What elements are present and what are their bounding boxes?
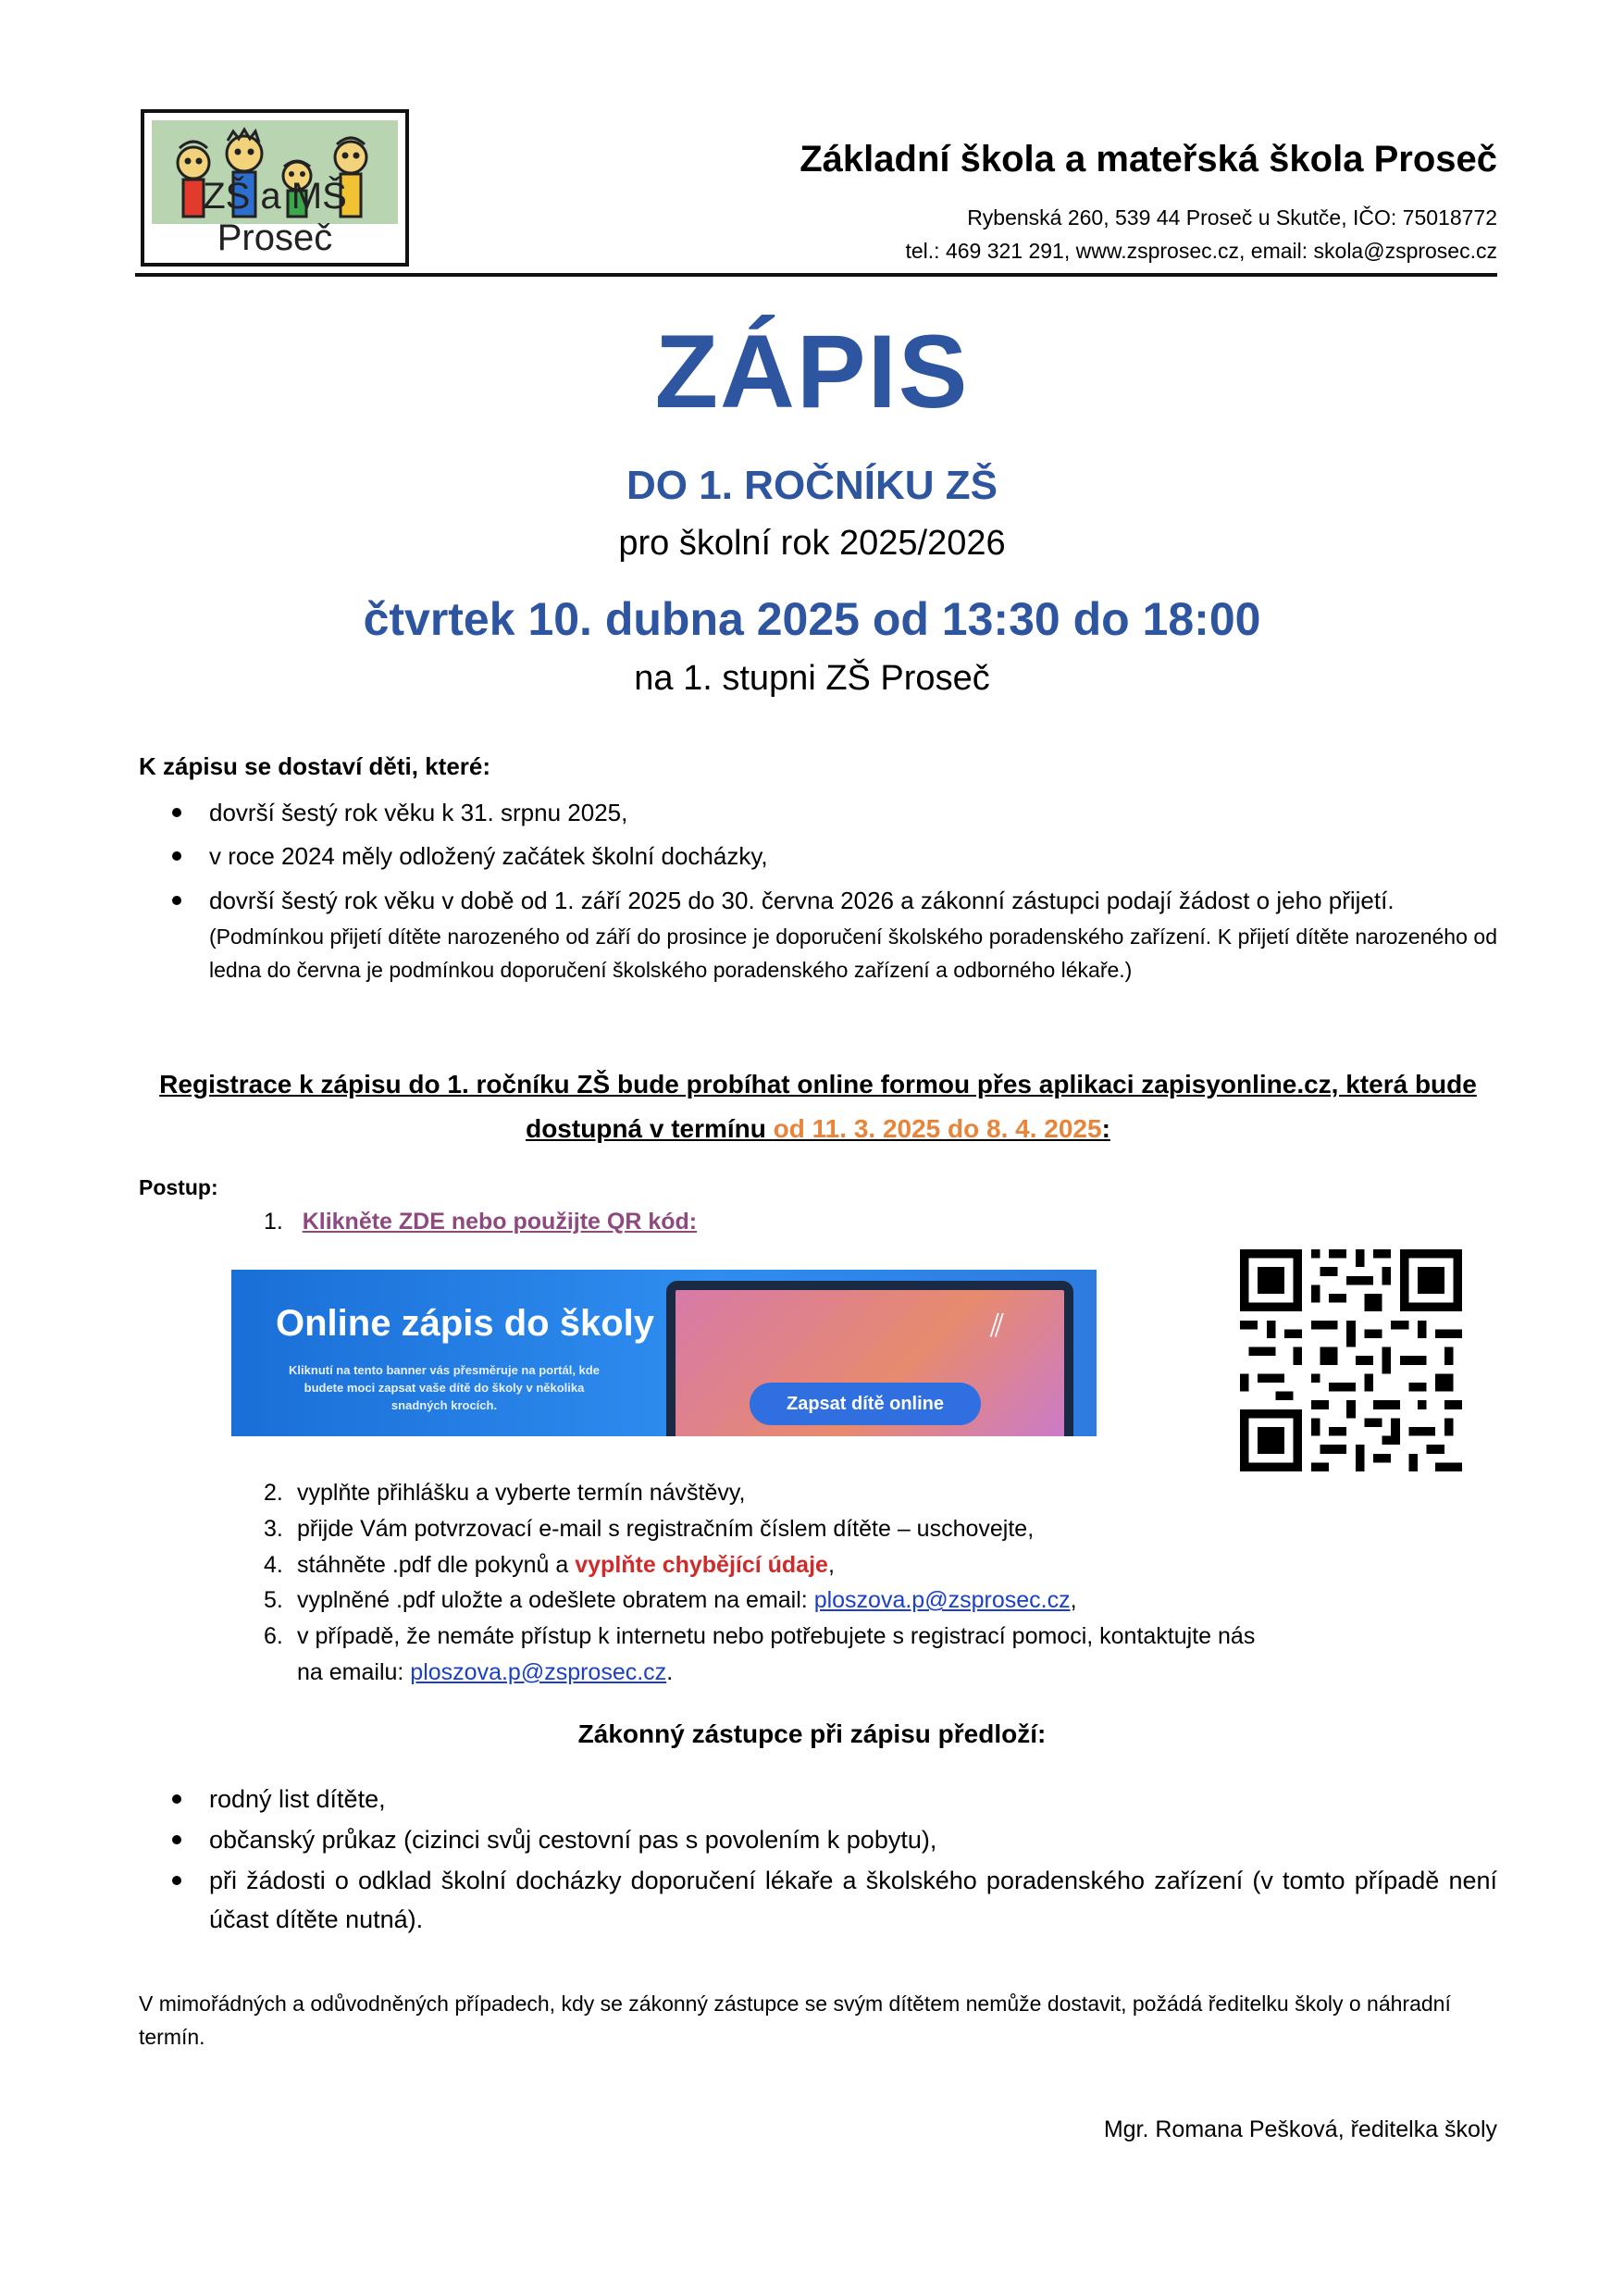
- eligibility-note: (Podmínkou přijetí dítěte narozeného od září do prosince je doporučení školského poradenského zařízení. K přijetí dítěte narozeného od ledna do června je podmínkou doporučení školského poradenského zařízení a odborného lékaře.): [209, 924, 1497, 982]
- documents-heading: Zákonný zástupce při zápisu předloží:: [577, 1719, 1047, 1748]
- list-item-text: v roce 2024 měly odložený začátek školní docházky,: [209, 842, 768, 871]
- documents-list: [139, 1781, 1497, 1941]
- school-year: pro školní rok 2025/2026: [618, 524, 1006, 563]
- list-item: [264, 1475, 1420, 1511]
- step-number: 2.: [264, 1480, 283, 1506]
- bullet-icon: [172, 1794, 181, 1804]
- procedure-label: Postup:: [139, 1175, 218, 1199]
- step-number: 4.: [264, 1551, 283, 1578]
- list-item: [139, 882, 1497, 987]
- step-highlight: vyplňte chybějící údaje: [575, 1551, 828, 1578]
- step-1: [264, 1209, 697, 1235]
- registration-text: Registrace k zápisu do 1. ročníku ZŠ bude probíhat online formou přes aplikaci zapisyonline.cz, která bude dostupná v termínu: [159, 1070, 1477, 1143]
- list-item: [264, 1511, 1420, 1547]
- list-item-text: dovrší šestý rok věku k 31. srpnu 2025,: [209, 799, 628, 826]
- list-item: [264, 1582, 1420, 1619]
- list-item: [264, 1619, 1420, 1691]
- page-subtitle: DO 1. ROČNÍKU ZŠ: [626, 463, 998, 508]
- enrollment-place: na 1. stupni ZŠ Proseč: [634, 659, 990, 698]
- list-item: [139, 1781, 1497, 1819]
- qr-code-icon[interactable]: [1240, 1249, 1462, 1471]
- email-link[interactable]: ploszova.p@zsprosec.cz: [813, 1587, 1071, 1614]
- list-item-text: rodný list dítěte,: [209, 1785, 386, 1813]
- step-text-end: ,: [827, 1551, 835, 1578]
- list-item: [139, 1821, 1497, 1860]
- step-text: na emailu:: [297, 1658, 411, 1685]
- list-item: [264, 1547, 1420, 1583]
- online-enrollment-banner[interactable]: [231, 1270, 1097, 1436]
- step-number: 3.: [264, 1515, 283, 1542]
- step-text: v případě, že nemáte přístup k internetu nebo potřebujete s registrací pomoci, kontaktujte nás: [297, 1623, 1256, 1649]
- banner-laptop-screen: [666, 1281, 1073, 1436]
- list-item-text: při žádosti o odklad školní docházky doporučení lékaře a školského poradenského zařízení (v tomto případě není účast dítěte nutná).: [209, 1866, 1497, 1933]
- registration-period: od 11. 3. 2025 do 8. 4. 2025: [773, 1113, 1102, 1143]
- registration-info: [139, 1062, 1497, 1150]
- step-text: vyplňte přihlášku a vyberte termín návštěvy,: [297, 1480, 746, 1506]
- step-text-end: .: [666, 1658, 674, 1685]
- page-title: ZÁPIS: [654, 314, 970, 429]
- header-divider: [135, 273, 1497, 277]
- bullet-icon: [172, 851, 181, 861]
- list-item: [139, 838, 1497, 875]
- step-text: přijde Vám potvrzovací e-mail s registračním číslem dítěte – uschovejte,: [297, 1515, 1035, 1542]
- brand-logo-icon: ⫽: [990, 1309, 1005, 1344]
- eligibility-heading: K zápisu se dostaví děti, které:: [139, 752, 491, 780]
- school-name: Základní škola a mateřská škola Proseč: [800, 139, 1497, 180]
- school-address: Rybenská 260, 539 44 Proseč u Skutče, IČO: 75018772: [967, 205, 1497, 230]
- step-continuation: [264, 1655, 1420, 1691]
- list-item-text: dovrší šestý rok věku v době od 1. září 2025 do 30. června 2026 a zákonní zástupci podají žádost o jeho přijetí.: [209, 886, 1395, 914]
- bullet-icon: [172, 1876, 181, 1885]
- registration-text-end: :: [1101, 1113, 1110, 1143]
- banner-title: Online zápis do školy: [276, 1303, 654, 1344]
- banner-subtitle: Kliknutí na tento banner vás přesměruje na portál, kde budete moci zapsat vaše dítě do školy v několika snadných krocích.: [289, 1363, 600, 1412]
- step-number: 6.: [264, 1623, 283, 1649]
- exception-note: V mimořádných a odůvodněných případech, kdy se zákonný zástupce se svým dítětem nemůže dostavit, požádá ředitelku školy o náhradní termín.: [139, 1992, 1451, 2049]
- enrollment-date: čtvrtek 10. dubna 2025 od 13:30 do 18:00: [363, 593, 1261, 645]
- step-number: 1.: [264, 1209, 283, 1235]
- step-number: 5.: [264, 1587, 283, 1614]
- school-logo: [141, 109, 409, 267]
- step-text: vyplněné .pdf uložte a odešlete obratem na email:: [297, 1587, 814, 1614]
- bullet-icon: [172, 896, 181, 905]
- list-item: [139, 794, 1497, 831]
- bullet-icon: [172, 1835, 181, 1844]
- click-here-link[interactable]: Klikněte ZDE nebo použijte QR kód:: [302, 1209, 698, 1235]
- logo-text: ZŠ a MŠ Proseč: [203, 176, 347, 258]
- list-item-text: občanský průkaz (cizinci svůj cestovní pas s povolením k pobytu),: [209, 1825, 937, 1854]
- list-item: [139, 1862, 1497, 1940]
- step-text: stáhněte .pdf dle pokynů a: [297, 1551, 576, 1578]
- step-text-end: ,: [1070, 1587, 1077, 1614]
- procedure-steps: [264, 1475, 1420, 1691]
- enroll-online-button[interactable]: Zapsat dítě online: [750, 1383, 981, 1425]
- school-contact: tel.: 469 321 291, www.zsprosec.cz, email: skola@zsprosec.cz: [905, 239, 1497, 263]
- signature: Mgr. Romana Pešková, ředitelka školy: [1103, 2116, 1497, 2142]
- email-link[interactable]: ploszova.p@zsprosec.cz: [410, 1658, 667, 1685]
- bullet-icon: [172, 808, 181, 817]
- eligibility-list: [139, 794, 1497, 993]
